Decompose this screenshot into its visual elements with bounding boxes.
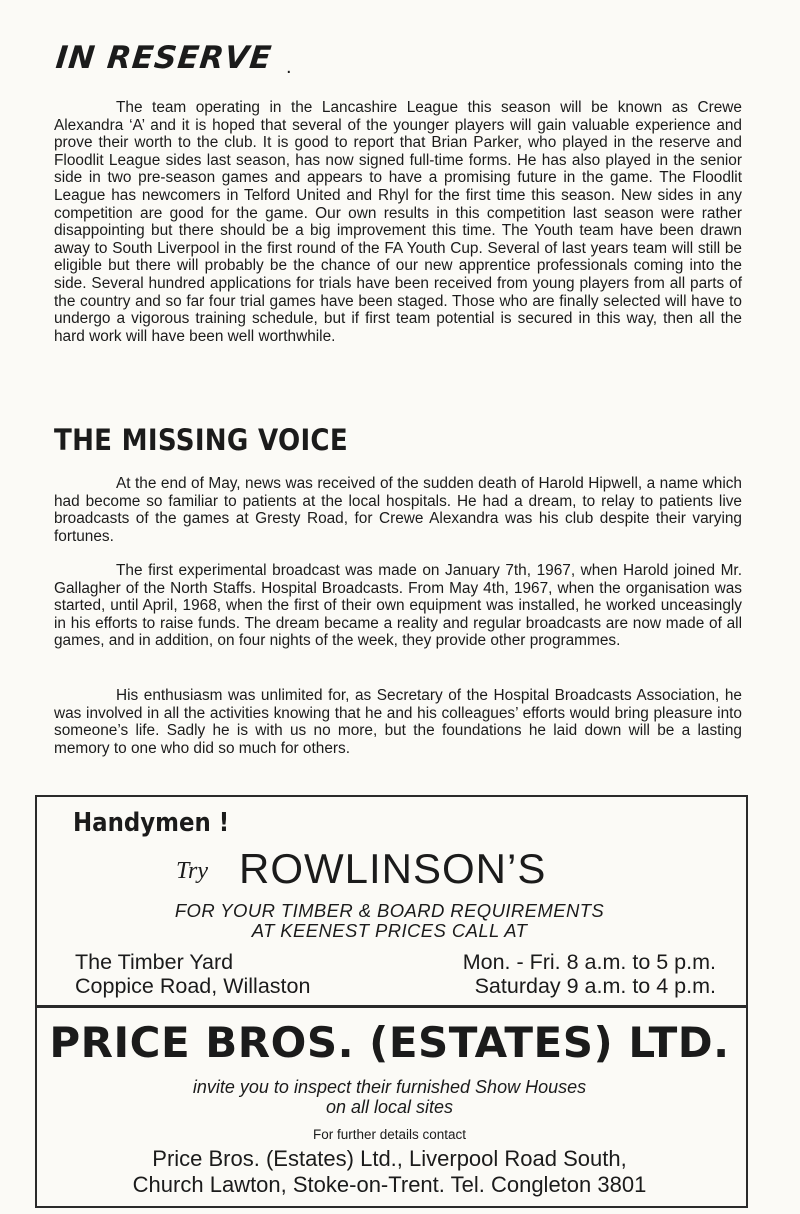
- missing-voice-para-3-text: His enthusiasm was unlimited for, as Secretary of the Hospital Broadcasts Association, he was involved in all the activities knowing that he and his colleagues’ efforts would bring pleasure into someone’s life. Sadly he is with us no more, but the foundations he laid down will be a lasting memory to one who did so much for others.: [54, 687, 742, 757]
- missing-voice-heading: THE MISSING VOICE: [54, 423, 348, 457]
- price-bros-address-2: Church Lawton, Stoke-on-Trent. Tel. Congleton 3801: [132, 1172, 647, 1197]
- rowlinson-address-2: Coppice Road, Willaston: [75, 974, 311, 998]
- handymen-headline: Handymen !: [73, 808, 230, 838]
- price-bros-contact-label: For further details contact: [312, 1127, 467, 1142]
- rowlinson-line-1: FOR YOUR TIMBER & BOARD REQUIREMENTS: [174, 900, 605, 921]
- in-reserve-body: [54, 99, 742, 345]
- missing-voice-para-1: [54, 475, 742, 545]
- missing-voice-para-3: [54, 687, 742, 757]
- missing-voice-para-1-text: At the end of May, news was received of the sudden death of Harold Hipwell, a name which had become so familiar to patients at the local hospitals. He had a dream, to relay to patients live broadcasts of the games at Gresty Road, for Crewe Alexandra was his club despite their varying fortunes.: [54, 475, 742, 545]
- rowlinson-address-1: The Timber Yard: [75, 950, 234, 974]
- rowlinson-name: ROWLINSON’S: [239, 845, 547, 892]
- in-reserve-text: The team operating in the Lancashire League this season will be known as Crewe Alexandra ‘A’ and it is hoped that several of the younger players will gain valuable experience and prove their worth to the club. It is good to report that Brian Parker, who played in the reserve and Floodlit League sides last season, has now signed full-time forms. He has also played in the senior side in two pre-season games and appears to have a promising future in the game. The Floodlit League has newcomers in Telford United and Rhyl for the first time this season. New sides in any competition are good for the game. Our own results in this competition last season were rather disappointing but there should be a big improvement this time. The Youth team have been drawn away to South Liverpool in the first round of the FA Youth Cup. Several of last years team will still be eligible but there will probably be the chance of our new apprentice professionals coming into the side. Several hundred applications for trials have been received from young players from all parts of the country and so far four trial games have been staged. Those who are finally selected will have to undergo a vigorous training schedule, but if first team potential is secured in this way, then all the hard work will have been well worthwhile.: [54, 99, 742, 345]
- rowlinson-hours-1: Mon. - Fri. 8 a.m. to 5 p.m.: [462, 950, 716, 974]
- rowlinson-line-2: AT KEENEST PRICES CALL AT: [251, 920, 528, 941]
- missing-voice-para-2-text: The first experimental broadcast was made on January 7th, 1967, when Harold joined Mr. Gallagher of the North Staffs. Hospital Broadcasts. From May 4th, 1967, when the organisation was started, until April, 1968, when the first of their own equipment was installed, he worked unceasingly in his efforts to raise funds. The dream became a reality and regular broadcasts are now made of all games, and in addition, on four nights of the week, they provide other programmes.: [54, 562, 742, 650]
- price-bros-line-1: invite you to inspect their furnished Show Houses: [192, 1077, 587, 1097]
- try-label: Try: [176, 858, 209, 884]
- rowlinson-hours-2: Saturday 9 a.m. to 4 p.m.: [474, 974, 716, 998]
- price-bros-address-1: Price Bros. (Estates) Ltd., Liverpool Road South,: [152, 1146, 627, 1171]
- price-bros-name: PRICE BROS. (ESTATES) LTD.: [49, 1018, 730, 1067]
- missing-voice-para-2: [54, 562, 742, 650]
- heading-dot: .: [286, 56, 292, 78]
- in-reserve-heading: IN RESERVE: [54, 40, 274, 76]
- price-bros-line-2: on all local sites: [325, 1097, 454, 1117]
